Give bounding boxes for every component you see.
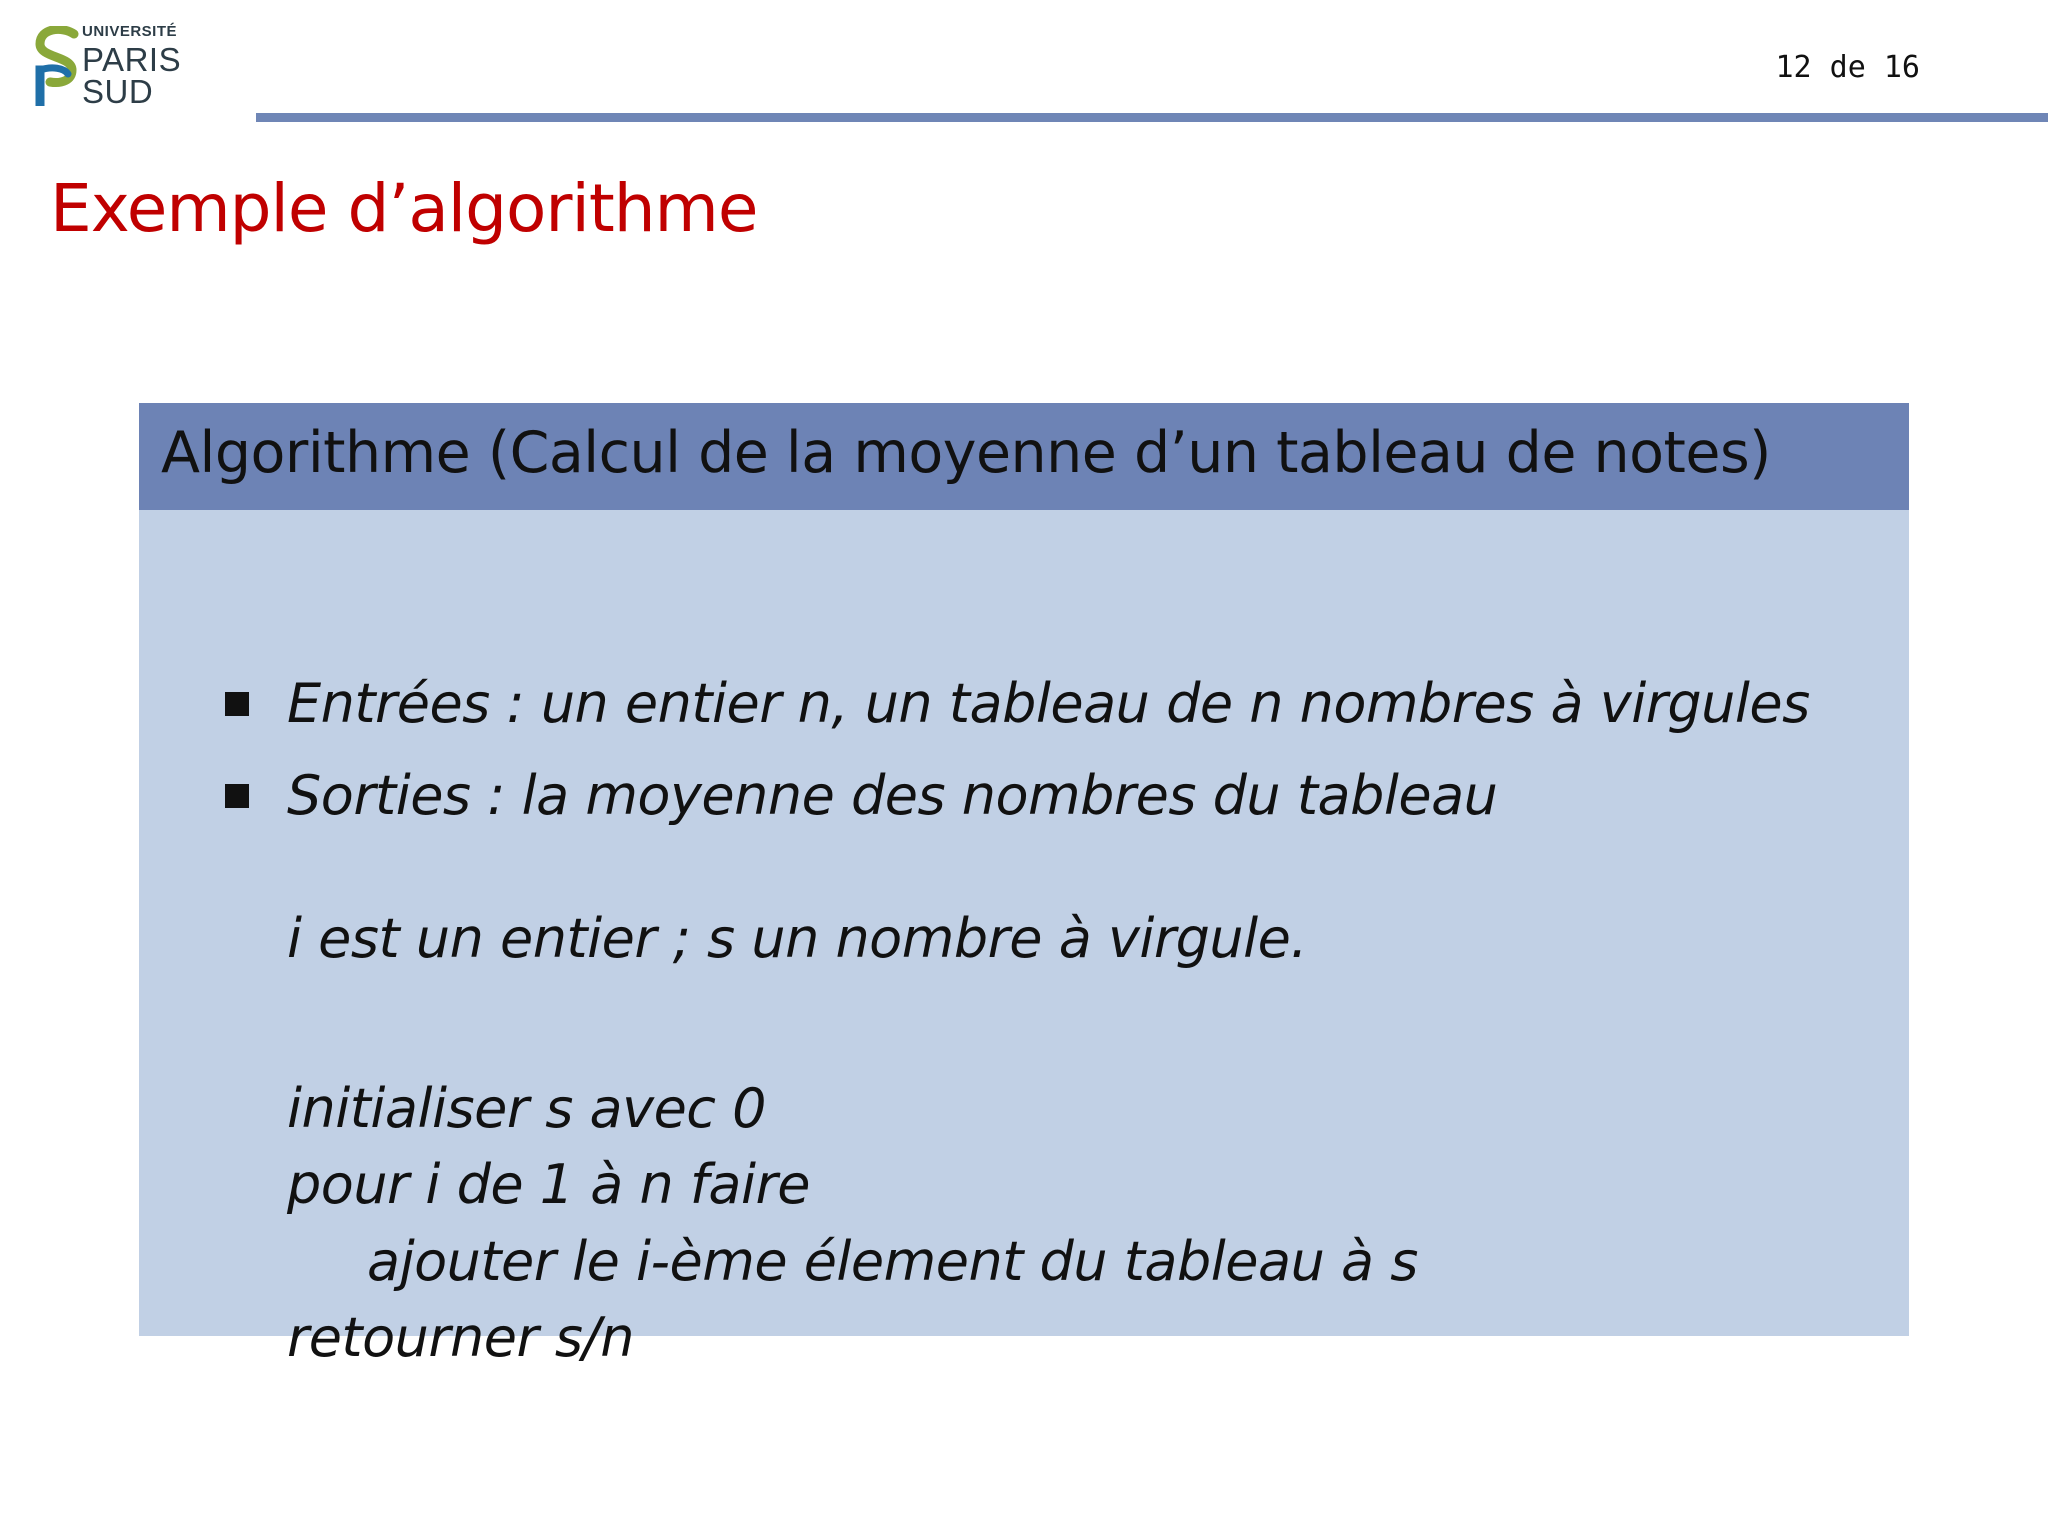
logo-universite-text: UNIVERSITÉ [82, 23, 178, 40]
logo-sud-text: SUD [82, 73, 154, 110]
algorithm-line-loop: pour i de 1 à n faire [287, 1153, 810, 1216]
algorithm-block [139, 403, 1909, 1369]
outputs-bullet-text: Sorties : la moyenne des nombres du tableau [287, 764, 1498, 827]
algorithm-line-return: retourner s/n [287, 1306, 634, 1369]
slide-title: Exemple d’algorithme [50, 170, 758, 247]
bullet-square-icon [225, 784, 249, 808]
variable-declaration: i est un entier ; s un nombre à virgule. [287, 907, 1308, 970]
slide-counter: 12 de 16 [1775, 50, 1920, 85]
list-item [225, 672, 1810, 737]
algorithm-block-header [139, 403, 1909, 510]
university-logo [34, 23, 204, 110]
paris-sud-s-icon [34, 26, 80, 106]
logo-paris-text: PARIS [82, 41, 182, 78]
list-item [225, 764, 1497, 829]
inputs-bullet-text: Entrées : un entier n, un tableau de n nombres à virgules [287, 672, 1810, 735]
algorithm-heading: Algorithme (Calcul de la moyenne d’un tableau de notes) [161, 420, 1771, 486]
header-rule [256, 113, 2048, 122]
bullet-square-icon [225, 692, 249, 716]
algorithm-line-initialize: initialiser s avec 0 [287, 1077, 767, 1140]
algorithm-line-add: ajouter le i-ème élement du tableau à s [367, 1230, 1418, 1293]
